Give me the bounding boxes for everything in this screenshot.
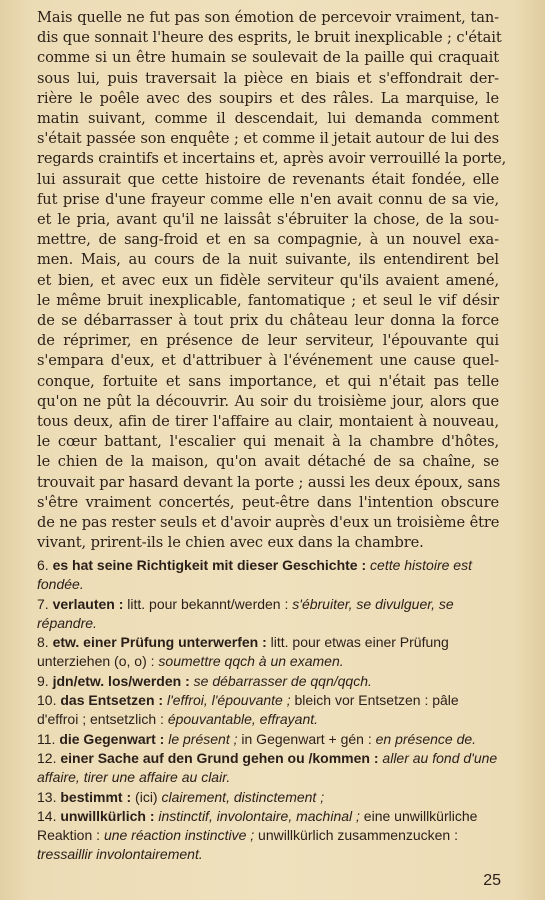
footnote-text: litt. pour etwas einer Prüfung unterziehen (o, o) : xyxy=(37,634,449,670)
footnote-text: épouvantable, effrayant. xyxy=(167,711,319,728)
footnotes xyxy=(37,556,503,865)
page-number: 25 xyxy=(483,872,501,889)
text-line: de se débarrasser à tout prix du château leur donna la force xyxy=(37,312,499,330)
footnote xyxy=(37,807,503,865)
text-line: men. Mais, au cours de la nuit suivante, ils entendirent bel xyxy=(37,251,499,269)
footnote-text: s'ébruiter, se divulguer, se répandre. xyxy=(37,595,454,631)
footnote xyxy=(37,691,503,730)
footnote-number: 12. xyxy=(37,749,61,766)
footnote-text: une réaction instinctive ; xyxy=(103,827,255,844)
footnote-term: bestimmt : xyxy=(60,788,132,805)
footnote-text: bleich vor Entsetzen : pâle d'effroi ; entsetzlich : xyxy=(37,692,459,728)
footnote xyxy=(37,633,503,672)
footnote-term: etw. einer Prüfung unterwerfen : xyxy=(52,634,267,651)
text-line: mettre, de sang-froid et en sa compagnie, à un nouvel exa- xyxy=(37,231,499,249)
footnote-number: 11. xyxy=(37,730,60,747)
text-line: s'être vraiment concertés, peut-être dans l'intention obscure xyxy=(37,493,499,511)
footnote-number: 10. xyxy=(37,692,61,709)
footnote-text: cette histoire est fondée. xyxy=(37,557,472,593)
footnote-text: unwillkürlich zusammenzucken : xyxy=(254,827,458,844)
footnote-text: en présence de. xyxy=(375,730,477,747)
text-line: de ne pas rester seuls et d'avoir auprès d'eux un troisième être xyxy=(37,514,500,532)
footnote-text: se débarrasser de qqn/qqch. xyxy=(189,672,372,689)
footnote-number: 7. xyxy=(37,595,53,612)
text-line: de réprimer, en présence de leur serviteur, l'épouvante qui xyxy=(37,332,499,350)
text-line: le chien de la maison, qu'on avait détaché de sa chaîne, se xyxy=(37,453,499,471)
footnote-text: eine unwillkürliche Reaktion : xyxy=(37,807,478,844)
text-line: sous lui, puis traversait la pièce en biais et s'effondrait der- xyxy=(37,69,499,87)
footnote-number: 6. xyxy=(37,557,53,573)
footnote-term: jdn/etw. los/werden : xyxy=(52,672,190,689)
footnote-text: (ici) xyxy=(131,788,162,805)
text-line: le même bruit inexplicable, fantomatique ; et seul le vif désir xyxy=(37,291,499,309)
footnote-term: es hat seine Richtigkeit mit dieser Geschichte : xyxy=(52,557,367,573)
footnote xyxy=(37,556,503,595)
text-line: fut prise d'une frayeur comme elle n'en avait connu de sa vie, xyxy=(37,190,499,208)
text-line: et le pria, avant qu'il ne laissât s'ébruiter la chose, de la sou- xyxy=(37,211,499,229)
text-line: trouvait par hasard devant la porte ; aussi les deux époux, sans xyxy=(37,473,501,491)
footnote-text: in Gegenwart + gén : xyxy=(237,730,376,747)
footnote-text: l'effroi, l'épouvante ; xyxy=(163,692,291,709)
footnote-text: instinctif, involontaire, machinal ; xyxy=(154,807,360,824)
footnote-term: verlauten : xyxy=(52,595,124,612)
footnote-text: tressaillir involontairement. xyxy=(37,846,203,863)
footnote-text: aller au fond d'une affaire, tirer une affaire au clair. xyxy=(37,749,498,786)
text-line: qu'on ne pût la découvrir. Au soir du troisième jour, alors que xyxy=(37,392,499,410)
text-line: lui assurait que cette histoire de revenants était fondée, elle xyxy=(37,170,499,188)
footnote xyxy=(37,672,503,691)
footnote-text: litt. pour bekannt/werden : xyxy=(123,595,293,612)
footnote xyxy=(37,788,503,807)
text-line: dis que sonnait l'heure des esprits, le bruit inexplicable ; c'était xyxy=(37,29,502,47)
text-line: et bien, et avec eux un fidèle serviteur qu'ils avaient amené, xyxy=(37,271,499,289)
footnote-number: 9. xyxy=(37,672,53,689)
text-line: vivant, prirent-ils le chien avec eux dans la chambre. xyxy=(37,534,424,552)
footnote-text: le présent ; xyxy=(164,730,238,747)
footnote-number: 13. xyxy=(37,788,61,805)
text-line: Mais quelle ne fut pas son émotion de percevoir vraiment, tan- xyxy=(37,9,499,26)
footnote xyxy=(37,749,503,788)
text-line: regards craintifs et incertains et, après avoir verrouillé la porte, xyxy=(37,150,507,168)
footnote xyxy=(37,595,503,634)
text-line: le cœur battant, l'escalier qui menait à la chambre d'hôtes, xyxy=(37,433,499,451)
footnote-text: soumettre qqch à un examen. xyxy=(158,653,344,670)
text-line: comme si un être humain se soulevait de la paille qui craquait xyxy=(37,49,499,67)
text-line: s'empara d'eux, et d'attribuer à l'événement une cause quel- xyxy=(37,352,499,370)
text-line: s'était passée son enquête ; et comme il jetait autour de lui des xyxy=(37,130,499,148)
text-line: rière le poêle avec des soupirs et des râles. La marquise, le xyxy=(37,89,499,107)
main-text xyxy=(37,8,507,553)
text-line: tous deux, afin de tirer l'affaire au clair, montaient à nouveau, xyxy=(37,413,499,431)
footnote-number: 8. xyxy=(37,634,53,651)
footnote-term: die Gegenwart : xyxy=(59,730,165,747)
footnote-term: das Entsetzen : xyxy=(60,692,164,709)
footnote-number: 14. xyxy=(37,807,61,824)
text-line: conque, fortuite et sans importance, et qui n'était pas telle xyxy=(37,372,499,390)
footnote-term: einer Sache auf den Grund gehen ou /kommen : xyxy=(60,749,379,766)
text-line: matin suivant, comme il descendait, lui demanda comment xyxy=(37,110,499,128)
footnote-text: clairement, distinctement ; xyxy=(161,788,325,805)
footnote xyxy=(37,730,503,749)
footnote-term: unwillkürlich : xyxy=(60,807,155,824)
